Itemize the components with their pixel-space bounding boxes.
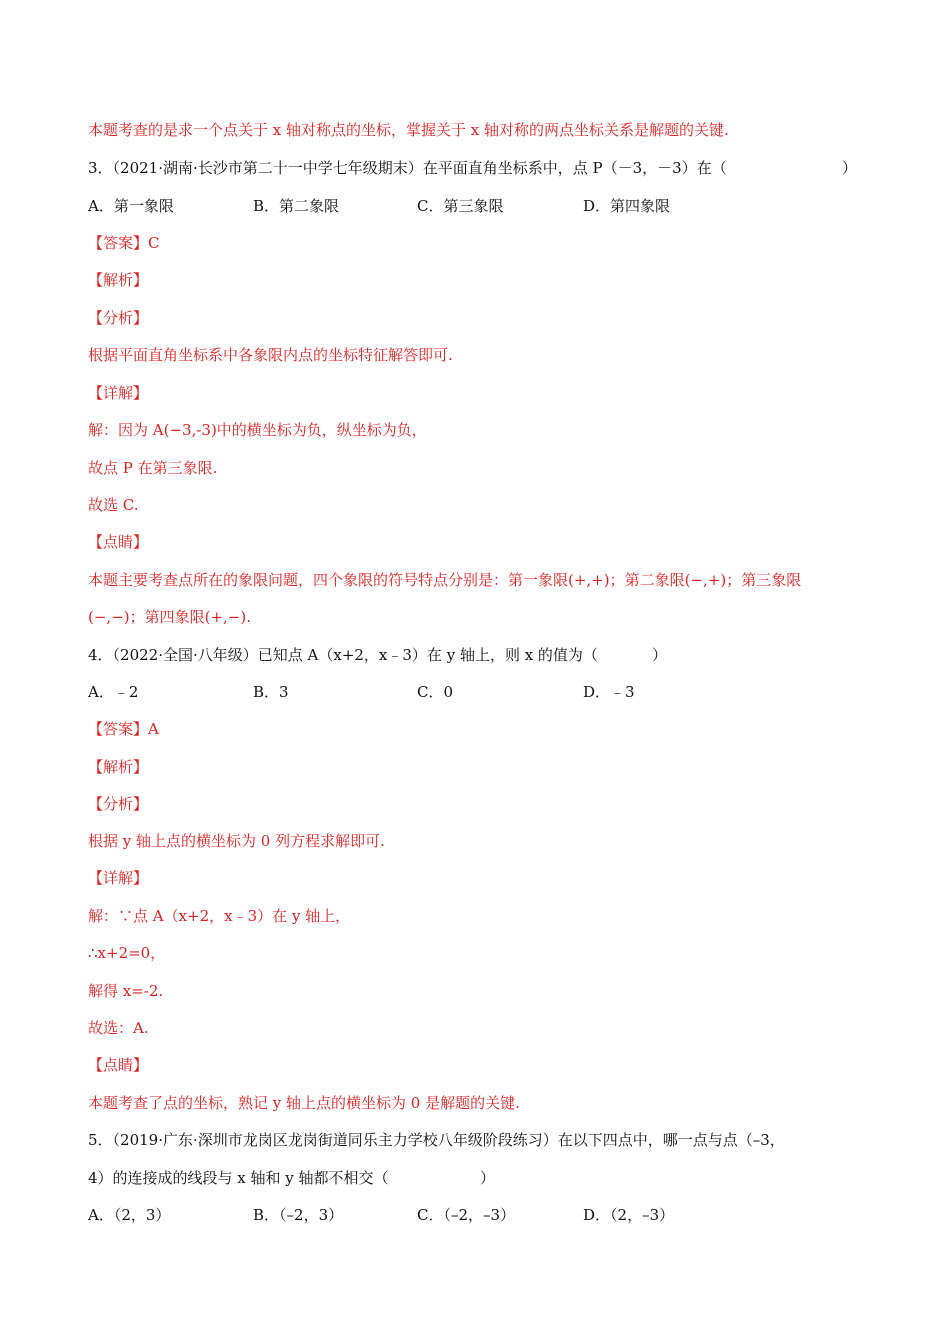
- q3-fenxi-text: 根据平面直角坐标系中各象限内点的坐标特征解答即可.: [88, 346, 453, 364]
- q5-paren-close: ）: [480, 1169, 496, 1187]
- q5-option-c: C．（–2，–3）: [417, 1206, 516, 1224]
- q5-option-a: A．（2，3）: [88, 1206, 171, 1224]
- q4-solution-line-3: 解得 x=-2.: [88, 982, 164, 1000]
- q4-answer: 【答案】A: [88, 720, 159, 738]
- q3-option-a: A．第一象限: [88, 197, 174, 215]
- q4-dianjing-heading: 【点睛】: [88, 1056, 149, 1074]
- q4-option-b: B．3: [253, 683, 289, 701]
- q3-paren-close: ）: [842, 159, 858, 177]
- q4-option-a: A．﹣2: [88, 683, 139, 701]
- q4-solution-line-2: ∴x+2=0，: [88, 944, 166, 962]
- q4-paren-close: ）: [652, 646, 668, 664]
- q4-solution-line-1: 解：∵点 A（x+2，x﹣3）在 y 轴上，: [88, 907, 351, 925]
- intro-conclusion: 本题考查的是求一个点关于 x 轴对称点的坐标，掌握关于 x 轴对称的两点坐标关系是解题的关键.: [88, 121, 729, 139]
- q3-jiexi-heading: 【解析】: [88, 271, 149, 289]
- q4-jiexi-heading: 【解析】: [88, 758, 149, 776]
- q4-fenxi-heading: 【分析】: [88, 795, 149, 813]
- q3-stem: 3．（2021·湖南·长沙市第二十一中学七年级期末）在平面直角坐标系中，点 P（－3，－3）在（: [88, 159, 727, 177]
- q3-dianjing-line-1: 本题主要考查点所在的象限问题，四个象限的符号特点分别是：第一象限(+,+)；第二象限(−,+)；第三象限: [88, 571, 802, 589]
- q4-fenxi-text: 根据 y 轴上点的横坐标为 0 列方程求解即可.: [88, 832, 385, 850]
- q3-dianjing-heading: 【点睛】: [88, 533, 149, 551]
- q4-option-d: D．﹣3: [583, 683, 635, 701]
- q5-stem-line-1: 5．（2019·广东·深圳市龙岗区龙岗街道同乐主力学校八年级阶段练习）在以下四点中，哪一点与点（–3，: [88, 1131, 785, 1149]
- q3-option-d: D．第四象限: [583, 197, 671, 215]
- q3-option-c: C．第三象限: [417, 197, 504, 215]
- q5-option-d: D．（2，–3）: [583, 1206, 675, 1224]
- q3-answer: 【答案】C: [88, 234, 160, 252]
- q5-stem-line-2: 4）的连接成的线段与 x 轴和 y 轴都不相交（: [88, 1169, 389, 1187]
- q3-dianjing-line-2: (−,−)；第四象限(+,−).: [88, 608, 251, 626]
- q4-solution-line-4: 故选：A.: [88, 1019, 149, 1037]
- q5-option-b: B．（–2，3）: [253, 1206, 344, 1224]
- q3-fenxi-heading: 【分析】: [88, 309, 149, 327]
- q3-option-b: B．第二象限: [253, 197, 340, 215]
- q3-solution-line-1: 解：因为 A(−3,-3)中的横坐标为负，纵坐标为负，: [88, 421, 427, 439]
- q4-dianjing-line-1: 本题考查了点的坐标，熟记 y 轴上点的横坐标为 0 是解题的关键.: [88, 1094, 520, 1112]
- q3-solution-line-2: 故点 P 在第三象限.: [88, 459, 218, 477]
- q4-stem: 4．（2022·全国·八年级）已知点 A（x+2，x﹣3）在 y 轴上，则 x 的值为（: [88, 646, 598, 664]
- q3-solution-line-3: 故选 C.: [88, 496, 139, 514]
- q4-xiangjie-heading: 【详解】: [88, 869, 149, 887]
- q3-xiangjie-heading: 【详解】: [88, 384, 149, 402]
- q4-option-c: C．0: [417, 683, 454, 701]
